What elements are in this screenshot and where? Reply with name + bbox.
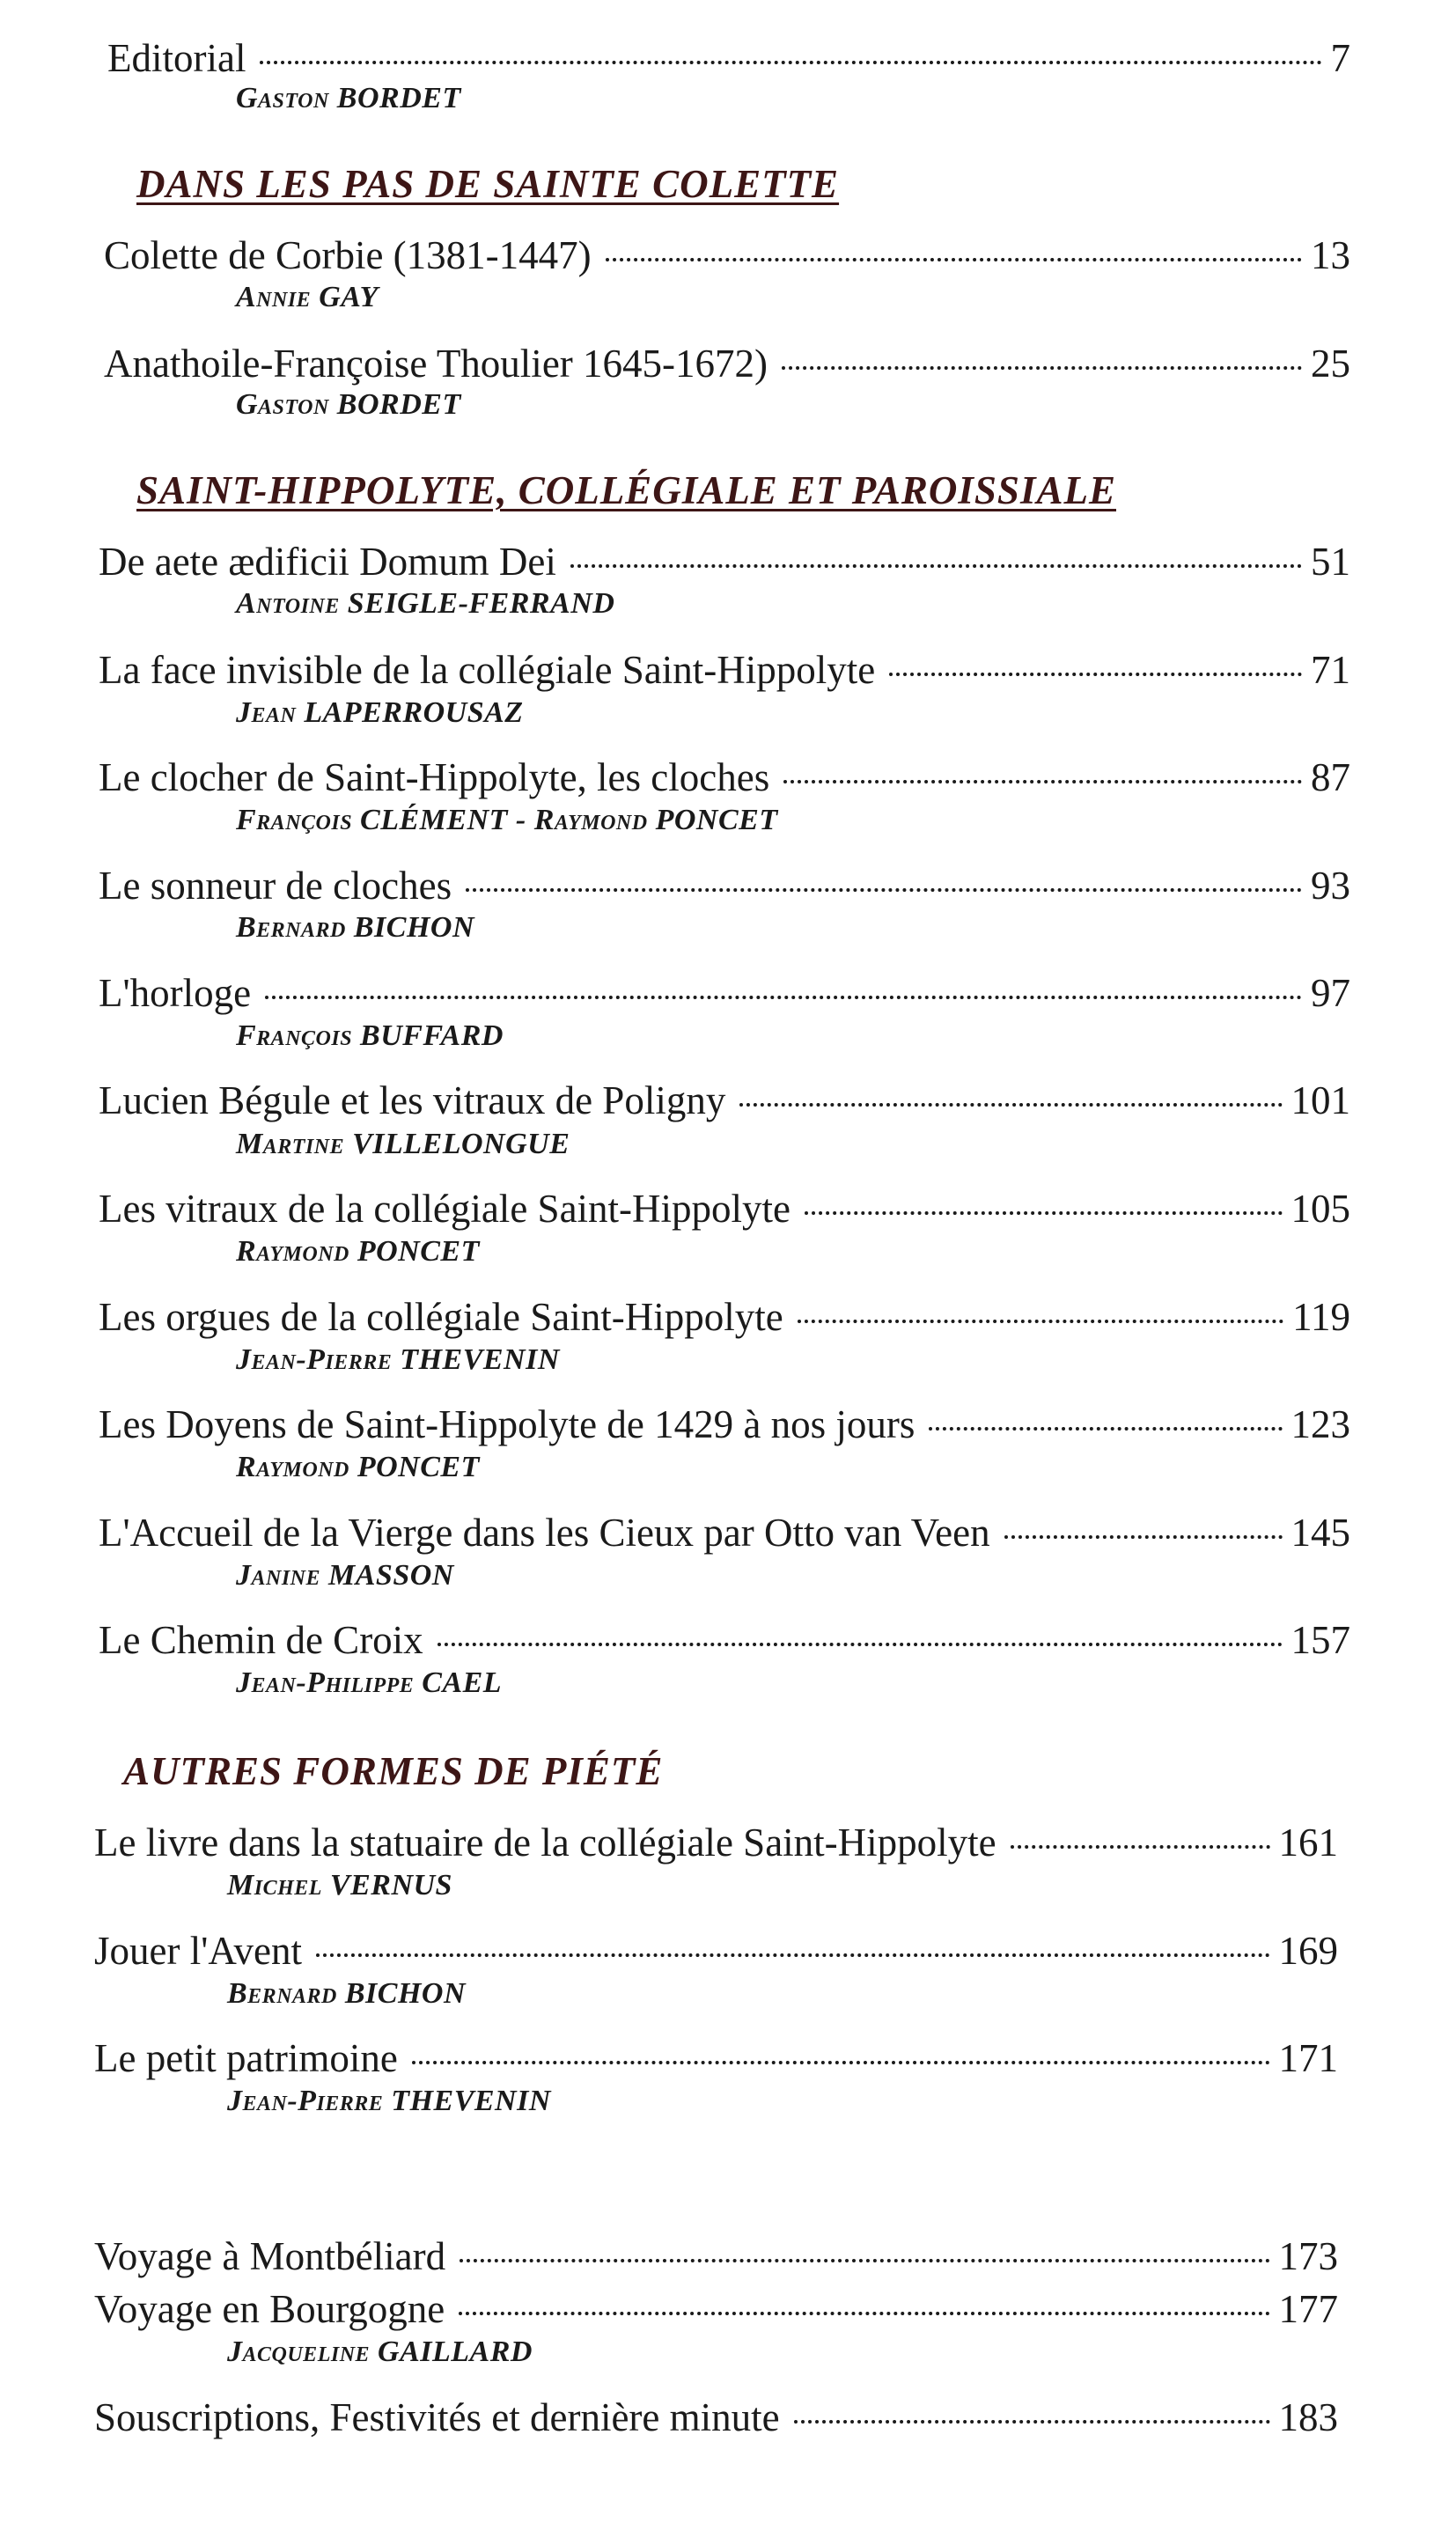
dot-leader: [459, 2312, 1269, 2315]
dot-leader: [265, 996, 1302, 999]
entry-author: Martine VILLELONGUE: [236, 1128, 570, 1160]
entry-title: L'horloge: [99, 971, 252, 1015]
toc-entry-le-clocher-de-saint-hippolyte-les-cloche[interactable]: [99, 753, 1350, 802]
toc-entry-le-petit-patrimoine[interactable]: [94, 2034, 1338, 2083]
section-heading-saint-hippolyte-collegiale-et-paroissial: SAINT-HIPPOLYTE, COLLÉGIALE ET PAROISSIALE: [136, 468, 1116, 512]
entry-title: Lucien Bégule et les vitraux de Poligny: [99, 1078, 726, 1122]
page-number: 171: [1278, 2036, 1338, 2080]
dot-leader: [260, 61, 1321, 64]
toc-entry-voyage-en-bourgogne[interactable]: [94, 2284, 1338, 2334]
page-number: 7: [1330, 36, 1350, 80]
entry-title: Le sonneur de cloches: [99, 864, 452, 908]
page-number: 177: [1278, 2287, 1338, 2331]
entry-author: Jean-Pierre THEVENIN: [236, 1343, 560, 1376]
page-number: 183: [1278, 2395, 1338, 2439]
page-number: 97: [1311, 971, 1350, 1015]
page-number: 13: [1311, 233, 1350, 277]
toc-entry-colette-de-corbie-1381-1447[interactable]: [104, 231, 1350, 280]
entry-title: La face invisible de la collégiale Saint-Hippolyte: [99, 648, 876, 692]
toc-entry-le-chemin-de-croix[interactable]: [99, 1615, 1350, 1665]
entry-author: Jean-Philippe CAEL: [236, 1666, 503, 1699]
toc-entry-voyage-a-montbeliard[interactable]: [94, 2232, 1338, 2281]
entry-author: Jacqueline GAILLARD: [227, 2335, 533, 2368]
entry-title: Le Chemin de Croix: [99, 1618, 423, 1662]
toc-entry-le-livre-dans-la-statuaire-de-la-collegi[interactable]: [94, 1818, 1338, 1867]
entry-title: Le livre dans la statuaire de la collégiale Saint-Hippolyte: [94, 1821, 996, 1865]
toc-entry-anathoile-francoise-thoulier-1645-1672[interactable]: [104, 339, 1350, 388]
dot-leader: [1011, 1845, 1270, 1849]
page-number: 119: [1292, 1295, 1350, 1339]
page-number: 51: [1311, 540, 1350, 584]
page-number: 93: [1311, 864, 1350, 908]
dot-leader: [460, 2259, 1269, 2262]
page-number: 87: [1311, 755, 1350, 799]
toc-entry-de-aete-dificii-domum-dei[interactable]: [99, 537, 1350, 586]
entry-title: Les orgues de la collégiale Saint-Hippolyte: [99, 1295, 783, 1339]
entry-author: Raymond PONCET: [236, 1451, 480, 1483]
entry-title: Jouer l'Avent: [94, 1929, 302, 1973]
entry-author: François CLÉMENT - Raymond PONCET: [236, 804, 778, 836]
entry-title: Souscriptions, Festivités et dernière minute: [94, 2395, 780, 2439]
dot-leader: [438, 1643, 1283, 1646]
toc-entry-les-doyens-de-saint-hippolyte-de-1429-a-[interactable]: [99, 1400, 1350, 1449]
dot-leader: [1004, 1535, 1283, 1539]
entry-title: Les vitraux de la collégiale Saint-Hippolyte: [99, 1187, 791, 1231]
toc-entry-les-vitraux-de-la-collegiale-saint-hippo[interactable]: [99, 1184, 1350, 1233]
dot-leader: [739, 1103, 1282, 1107]
dot-leader: [316, 1953, 1270, 1957]
dot-leader: [412, 2061, 1270, 2064]
section-heading-autres-formes-de-piete: AUTRES FORMES DE PIÉTÉ: [123, 1749, 664, 1793]
dot-leader: [782, 366, 1302, 370]
entry-author: Bernard BICHON: [236, 911, 475, 944]
dot-leader: [805, 1211, 1282, 1215]
entry-author: Gaston BORDET: [236, 388, 461, 421]
page-number: 173: [1278, 2234, 1338, 2278]
entry-author: Annie GAY: [236, 281, 379, 313]
toc-entry-lucien-begule-et-les-vitraux-de-poligny[interactable]: [99, 1076, 1350, 1125]
entry-title: Colette de Corbie (1381-1447): [104, 233, 592, 277]
page-number: 145: [1291, 1511, 1350, 1555]
entry-title: Le petit patrimoine: [94, 2036, 398, 2080]
dot-leader: [466, 888, 1302, 892]
entry-author: François BUFFARD: [236, 1019, 504, 1052]
page-number: 105: [1291, 1187, 1350, 1231]
toc-entry-la-face-invisible-de-la-collegiale-saint[interactable]: [99, 645, 1350, 695]
dot-leader: [606, 258, 1302, 261]
entry-author: Jean-Pierre THEVENIN: [227, 2085, 551, 2117]
page-number: 169: [1278, 1929, 1338, 1973]
entry-title: De aete ædificii Domum Dei: [99, 540, 556, 584]
page-number: 101: [1291, 1078, 1350, 1122]
dot-leader: [794, 2420, 1270, 2424]
entry-title: Editorial: [107, 36, 246, 80]
entry-title: Le clocher de Saint-Hippolyte, les cloches: [99, 755, 770, 799]
page-number: 123: [1291, 1402, 1350, 1446]
entry-title: Anathoile-Françoise Thoulier 1645-1672): [104, 342, 768, 386]
entry-title: Voyage à Montbéliard: [94, 2234, 446, 2278]
dot-leader: [783, 780, 1302, 783]
dot-leader: [889, 673, 1302, 676]
entry-author: Raymond PONCET: [236, 1235, 480, 1268]
entry-title: Voyage en Bourgogne: [94, 2287, 445, 2331]
entry-author: Janine MASSON: [236, 1559, 454, 1592]
page-number: 25: [1311, 342, 1350, 386]
toc-entry-l-horloge[interactable]: [99, 968, 1350, 1018]
dot-leader: [570, 564, 1302, 568]
toc-entry-jouer-l-avent[interactable]: [94, 1926, 1338, 1975]
entry-author: Jean LAPERROUSAZ: [236, 696, 524, 729]
toc-entry-editorial[interactable]: [107, 33, 1350, 83]
toc-entry-le-sonneur-de-cloches[interactable]: [99, 861, 1350, 910]
dot-leader: [929, 1427, 1282, 1431]
page-number: 71: [1311, 648, 1350, 692]
section-heading-dans-les-pas-de-sainte-colette: DANS LES PAS DE SAINTE COLETTE: [136, 162, 840, 206]
entry-title: L'Accueil de la Vierge dans les Cieux par Otto van Veen: [99, 1511, 990, 1555]
entry-author: Michel VERNUS: [227, 1869, 452, 1901]
entry-author: Antoine SEIGLE-FERRAND: [236, 587, 615, 620]
entry-title: Les Doyens de Saint-Hippolyte de 1429 à nos jours: [99, 1402, 916, 1446]
page-number: 157: [1291, 1618, 1350, 1662]
toc-entry-les-orgues-de-la-collegiale-saint-hippol[interactable]: [99, 1292, 1350, 1342]
toc-entry-souscriptions-festivites-et-derniere-min[interactable]: [94, 2393, 1338, 2442]
dot-leader: [798, 1320, 1283, 1323]
entry-author: Gaston BORDET: [236, 82, 461, 114]
toc-entry-l-accueil-de-la-vierge-dans-les-cieux-pa[interactable]: [99, 1508, 1350, 1557]
page-number: 161: [1278, 1821, 1338, 1865]
entry-author: Bernard BICHON: [227, 1977, 467, 2010]
